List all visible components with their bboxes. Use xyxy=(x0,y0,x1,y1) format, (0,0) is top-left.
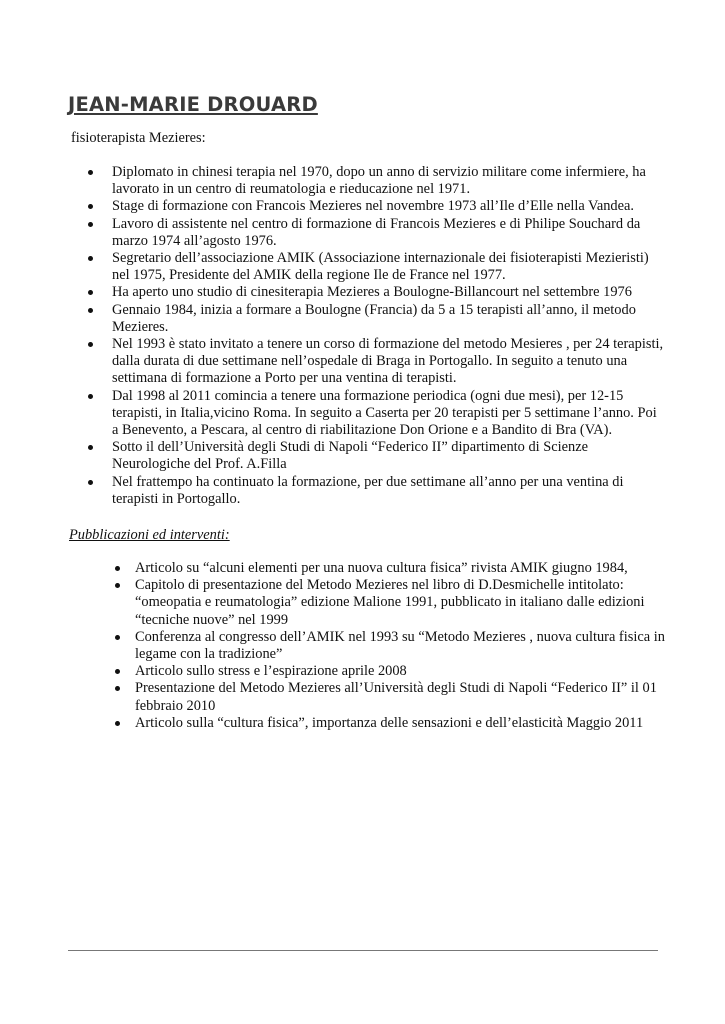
bullet-icon xyxy=(88,480,93,485)
bullet-icon xyxy=(88,222,93,227)
list-item-text: Ha aperto uno studio di cinesiterapia Mezieres a Boulogne-Billancourt nel settembre 1976 xyxy=(112,284,632,301)
list-item-text: Lavoro di assistente nel centro di formazione di Francois Mezieres e di Philipe Souchard da marzo 1974 all’agosto 1976. xyxy=(112,215,641,249)
list-item-text: Diplomato in chinesi terapia nel 1970, dopo un anno di servizio militare come infermiere, ha lavorato in un centro di reumatologia e rieducazione nel 1971. xyxy=(112,164,646,198)
bullet-icon xyxy=(88,204,93,209)
list-item xyxy=(112,250,664,284)
list-item xyxy=(135,680,665,714)
list-item-text: Segretario dell’associazione AMIK (Associazione internazionale dei fisioterapisti Mezieristi) nel 1975, Presidente del AMIK della regione Ile de France nel 1977. xyxy=(112,250,649,284)
list-item-text: Capitolo di presentazione del Metodo Mezieres nel libro di D.Desmichelle intitolato: “omeopatia e reumatologia” edizione Malione 1991, pubblicato in italiano dalle edizioni “tecniche nuove” nel 1999 xyxy=(135,577,645,628)
list-item xyxy=(135,577,665,629)
bullet-icon xyxy=(88,290,93,295)
list-item-text: Nel frattempo ha continuato la formazione, per due settimane all’anno per una ventina di terapisti in Portogallo. xyxy=(112,473,624,507)
list-item-text: Gennaio 1984, inizia a formare a Boulogne (Francia) da 5 a 15 terapisti all’anno, il metodo Mezieres. xyxy=(112,301,636,335)
bullet-icon xyxy=(115,566,120,571)
list-item xyxy=(135,715,665,732)
bullet-icon xyxy=(88,342,93,347)
list-item xyxy=(112,216,664,250)
list-item xyxy=(112,284,664,301)
list-item-text: Articolo sulla “cultura fisica”, importanza delle sensazioni e dell’elasticità Maggio 2011 xyxy=(135,714,644,731)
bullet-icon xyxy=(115,669,120,674)
list-item xyxy=(112,336,664,388)
bullet-icon xyxy=(88,170,93,175)
publications-list xyxy=(135,560,665,732)
list-item xyxy=(112,302,664,336)
list-item xyxy=(135,663,665,680)
bullet-icon xyxy=(115,721,120,726)
bullet-icon xyxy=(88,445,93,450)
publications-heading: Pubblicazioni ed interventi: xyxy=(69,527,230,543)
list-item-text: Articolo su “alcuni elementi per una nuova cultura fisica” rivista AMIK giugno 1984, xyxy=(135,560,628,576)
profession-subtitle: fisioterapista Mezieres: xyxy=(71,130,206,146)
career-list xyxy=(112,164,664,508)
bullet-icon xyxy=(115,635,120,640)
list-item-text: Conferenza al congresso dell’AMIK nel 1993 su “Metodo Mezieres , nuova cultura fisica in legame con la tradizione” xyxy=(135,628,665,663)
list-item xyxy=(112,164,664,198)
list-item-text: Articolo sullo stress e l’espirazione aprile 2008 xyxy=(135,663,407,680)
page-title: JEAN-MARIE DROUARD xyxy=(68,93,318,116)
list-item xyxy=(135,560,665,577)
list-item xyxy=(112,388,664,440)
bullet-icon xyxy=(115,686,120,691)
bullet-icon xyxy=(88,394,93,399)
footer-divider xyxy=(68,950,658,951)
list-item xyxy=(112,474,664,508)
bullet-icon xyxy=(115,583,120,588)
list-item-text: Dal 1998 al 2011 comincia a tenere una formazione periodica (ogni due mesi), per 12-15 terapisti, in Italia,vicino Roma. In seguito a Caserta per 20 terapisti per 5 settimane l’anno. Poi a Benevento, a Pescara, al centro di riabilitazione Don Orione e a Bandito di Bra (VA). xyxy=(112,387,657,439)
list-item xyxy=(135,629,665,663)
list-item-text: Sotto il dell’Università degli Studi di Napoli “Federico II” dipartimento di Scienze Neurologiche del Prof. A.Filla xyxy=(112,439,588,473)
list-item-text: Stage di formazione con Francois Mezieres nel novembre 1973 all’Ile d’Elle nella Vandea. xyxy=(112,198,635,215)
list-item-text: Nel 1993 è stato invitato a tenere un corso di formazione del metodo Mesieres , per 24 terapisti, dalla durata di due settimane nell’ospedale di Braga in Portogallo. In seguito a tenuto una settimana di formazione a Porto per una ventina di terapisti. xyxy=(112,336,664,387)
list-item xyxy=(112,439,664,473)
list-item-text: Presentazione del Metodo Mezieres all’Università degli Studi di Napoli “Federico II” il 01 febbraio 2010 xyxy=(135,680,657,714)
list-item xyxy=(112,198,664,215)
bullet-icon xyxy=(88,308,93,313)
bullet-icon xyxy=(88,256,93,261)
